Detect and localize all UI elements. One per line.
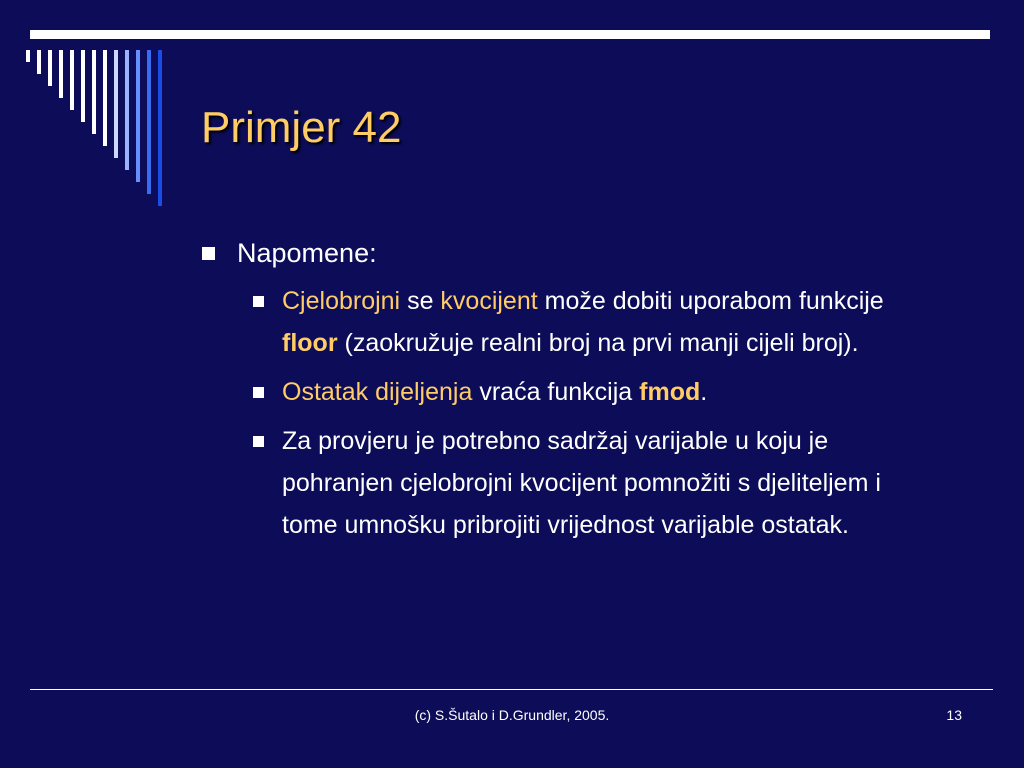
decorative-bar — [26, 50, 30, 62]
square-bullet-icon — [253, 296, 264, 307]
bullet-heading — [200, 232, 960, 274]
square-bullet-icon — [202, 247, 215, 260]
function-floor: floor — [282, 329, 338, 357]
decorative-bars — [0, 0, 200, 220]
heading-text: Napomene: — [237, 238, 377, 268]
bullet-text: vraća funkcija — [472, 378, 640, 406]
decorative-bar — [147, 50, 151, 194]
decorative-bar — [48, 50, 52, 86]
term-cjelobrojni: Cjelobrojni — [282, 287, 401, 315]
square-bullet-icon — [253, 436, 264, 447]
decorative-bar — [70, 50, 74, 110]
term-kvocijent: kvocijent — [440, 287, 538, 315]
decorative-bar — [125, 50, 129, 170]
slide-content — [200, 232, 960, 553]
decorative-bar — [59, 50, 63, 98]
decorative-bar — [92, 50, 96, 134]
sub-bullet-3 — [244, 420, 942, 546]
term-ostatak-dijeljenja: Ostatak dijeljenja — [282, 378, 473, 406]
decorative-bar — [103, 50, 107, 146]
decorative-bar — [81, 50, 85, 122]
sub-bullet-2 — [244, 371, 942, 413]
page-number: 13 — [946, 707, 962, 723]
footer-copyright: (c) S.Šutalo i D.Grundler, 2005. — [414, 707, 610, 723]
bullet-text: se — [400, 287, 441, 315]
bullet-text: . — [700, 378, 708, 406]
footer-rule — [30, 689, 993, 690]
bullet-text: (zaokružuje realni broj na prvi manji cijeli broj). — [337, 329, 859, 357]
decorative-bar — [37, 50, 41, 74]
decorative-bar — [136, 50, 140, 182]
function-fmod: fmod — [639, 378, 701, 406]
bullet-text: Za provjeru je potrebno sadržaj varijable u koju je pohranjen cjelobrojni kvocijent pomnožiti s djeliteljem i tome umnošku pribrojiti vrijednost varijable ostatak. — [282, 427, 881, 539]
bullet-text: može dobiti uporabom funkcije — [537, 287, 884, 315]
slide-title: Primjer 42 — [201, 103, 402, 152]
decorative-bar — [114, 50, 118, 158]
square-bullet-icon — [253, 387, 264, 398]
sub-bullet-1 — [244, 280, 942, 364]
decorative-bar — [158, 50, 162, 206]
